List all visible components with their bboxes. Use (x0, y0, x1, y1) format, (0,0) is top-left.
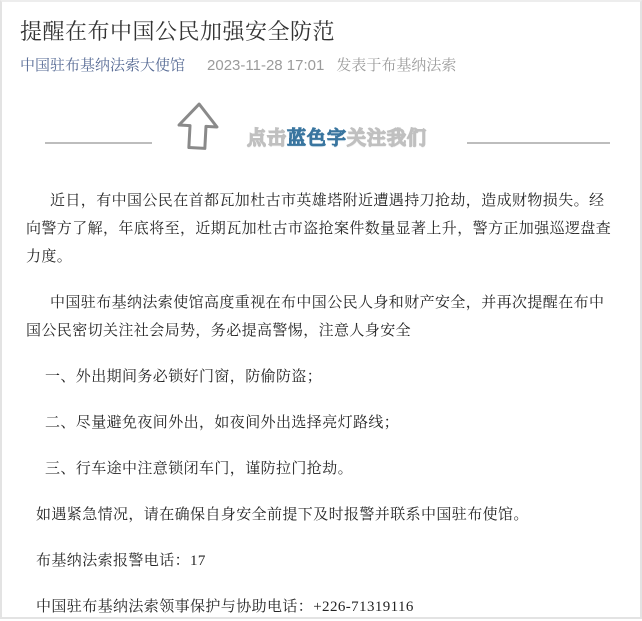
banner-text-highlight: 蓝色字 (287, 128, 348, 149)
article-title: 提醒在布中国公民加强安全防范 (20, 19, 336, 44)
article-byline (20, 57, 620, 75)
publish-date: 2023-11-28 17:01 (207, 57, 325, 74)
follow-banner-text (247, 123, 427, 150)
follow-banner (2, 99, 640, 165)
banner-text-prefix: 点击 (247, 128, 288, 149)
paragraph-reminder: 中国驻布基纳法索使馆高度重视在布中国公民人身和财产安全，并再次提醒在布中国公民密切关注社会局势，务必提高警惕，注意人身安全 (26, 295, 605, 339)
account-name[interactable]: 中国驻布基纳法索大使馆 (20, 57, 186, 74)
consular-phone-line: 中国驻布基纳法索领事保护与协助电话：+226-71319116 (36, 599, 414, 615)
paragraph-incident: 近日，有中国公民在首都瓦加杜古市英雄塔附近遭遇持刀抢劫，造成财物损失。经向警方了解，年底将至，近期瓦加杜古市盗抢案件数量显著上升，警方正加强巡逻盘查力度。 (26, 193, 612, 265)
article-header (2, 2, 640, 75)
banner-text-suffix: 关注我们 (347, 128, 428, 149)
advice-item-3: 三、行车途中注意锁闭车门，谨防拉门抢劫。 (45, 461, 354, 477)
advice-item-2: 二、尽量避免夜间外出，如夜间外出选择亮灯路线； (45, 415, 400, 431)
up-arrow-icon (175, 100, 222, 152)
police-phone-line: 布基纳法索报警电话：17 (36, 553, 206, 569)
paragraph-emergency: 如遇紧急情况，请在确保自身安全前提下及时报警并联系中国驻布使馆。 (36, 507, 529, 523)
banner-divider-right (467, 142, 610, 144)
banner-divider-left (45, 142, 152, 144)
advice-item-1: 一、外出期间务必锁好门窗，防偷防盗； (45, 369, 323, 385)
article-body (2, 165, 640, 621)
publish-location: 发表于布基纳法索 (336, 57, 457, 74)
